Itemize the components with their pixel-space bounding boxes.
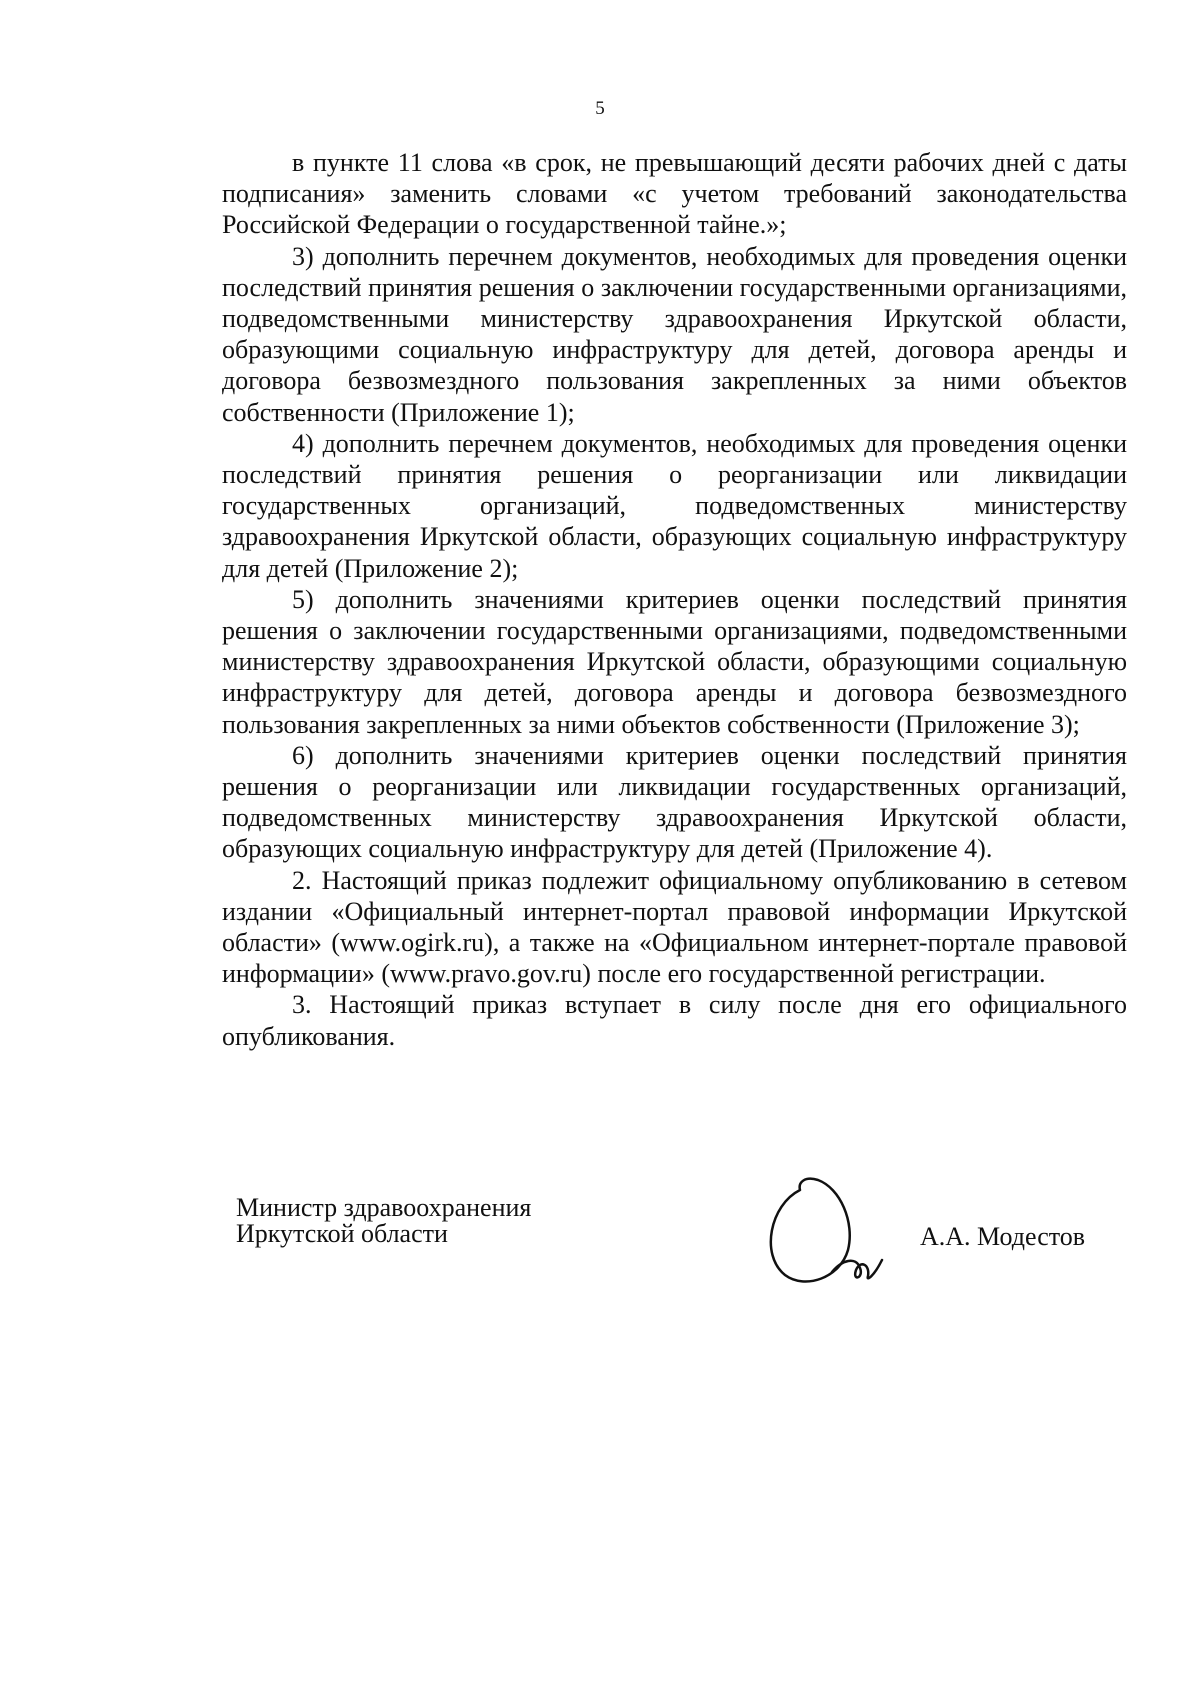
paragraph-5-criteria-lease: 5) дополнить значениями критериев оценки последствий принятия решения о заключении государственными организациями, подведомственными министерству здравоохранения Иркутской области, образующими социальную инфраструктуру для детей, договора аренды и договора безвозмездного пользования закрепленных за ними объектов собственности (Приложение 3); [222, 584, 1127, 739]
page-number: 5 [595, 98, 605, 119]
signatory-position-line1: Министр здравоохранения [236, 1193, 532, 1222]
document-body [222, 147, 1127, 1052]
handwritten-signature [760, 1160, 910, 1290]
paragraph-item-11-amendment: в пункте 11 слова «в срок, не превышающий десяти рабочих дней с даты подписания» заменить словами «с учетом требований законодательства Российской Федерации о государственной тайне.»; [222, 148, 1127, 240]
signatory-name: А.А. Модестов [920, 1222, 1086, 1251]
paragraph-3-entry-into-force: 3. Настоящий приказ вступает в силу после дня его официального опубликования. [222, 990, 1127, 1051]
paragraph-2-publication: 2. Настоящий приказ подлежит официальному опубликованию в сетевом издании «Официальный интернет-портал правовой информации Иркутской области» (www.ogirk.ru), а также на «Официальном интернет-портале правовой информации» (www.pravo.gov.ru) после его государственной регистрации. [222, 865, 1127, 989]
signatory-position-line2: Иркутской области [236, 1219, 448, 1248]
signatory-position [236, 1195, 531, 1247]
paragraph-3-documents-lease: 3) дополнить перечнем документов, необходимых для проведения оценки последствий принятия решения о заключении государственными организациями, подведомственными министерству здравоохранения Иркутской области, образующими социальную инфраструктуру для детей, договора аренды и договора безвозмездного пользования закрепленных за ними объектов собственности (Приложение 1); [222, 241, 1127, 427]
paragraph-4-documents-reorganization: 4) дополнить перечнем документов, необходимых для проведения оценки последствий принятия решения о реорганизации или ликвидации государственных организаций, подведомственных министерству здравоохранения Иркутской области, образующих социальную инфраструктуру для детей (Приложение 2); [222, 428, 1127, 583]
paragraph-6-criteria-reorganization: 6) дополнить значениями критериев оценки последствий принятия решения о реорганизации или ликвидации государственных организаций, подведомственных министерству здравоохранения Иркутской области, образующих социальную инфраструктуру для детей (Приложение 4). [222, 740, 1127, 864]
